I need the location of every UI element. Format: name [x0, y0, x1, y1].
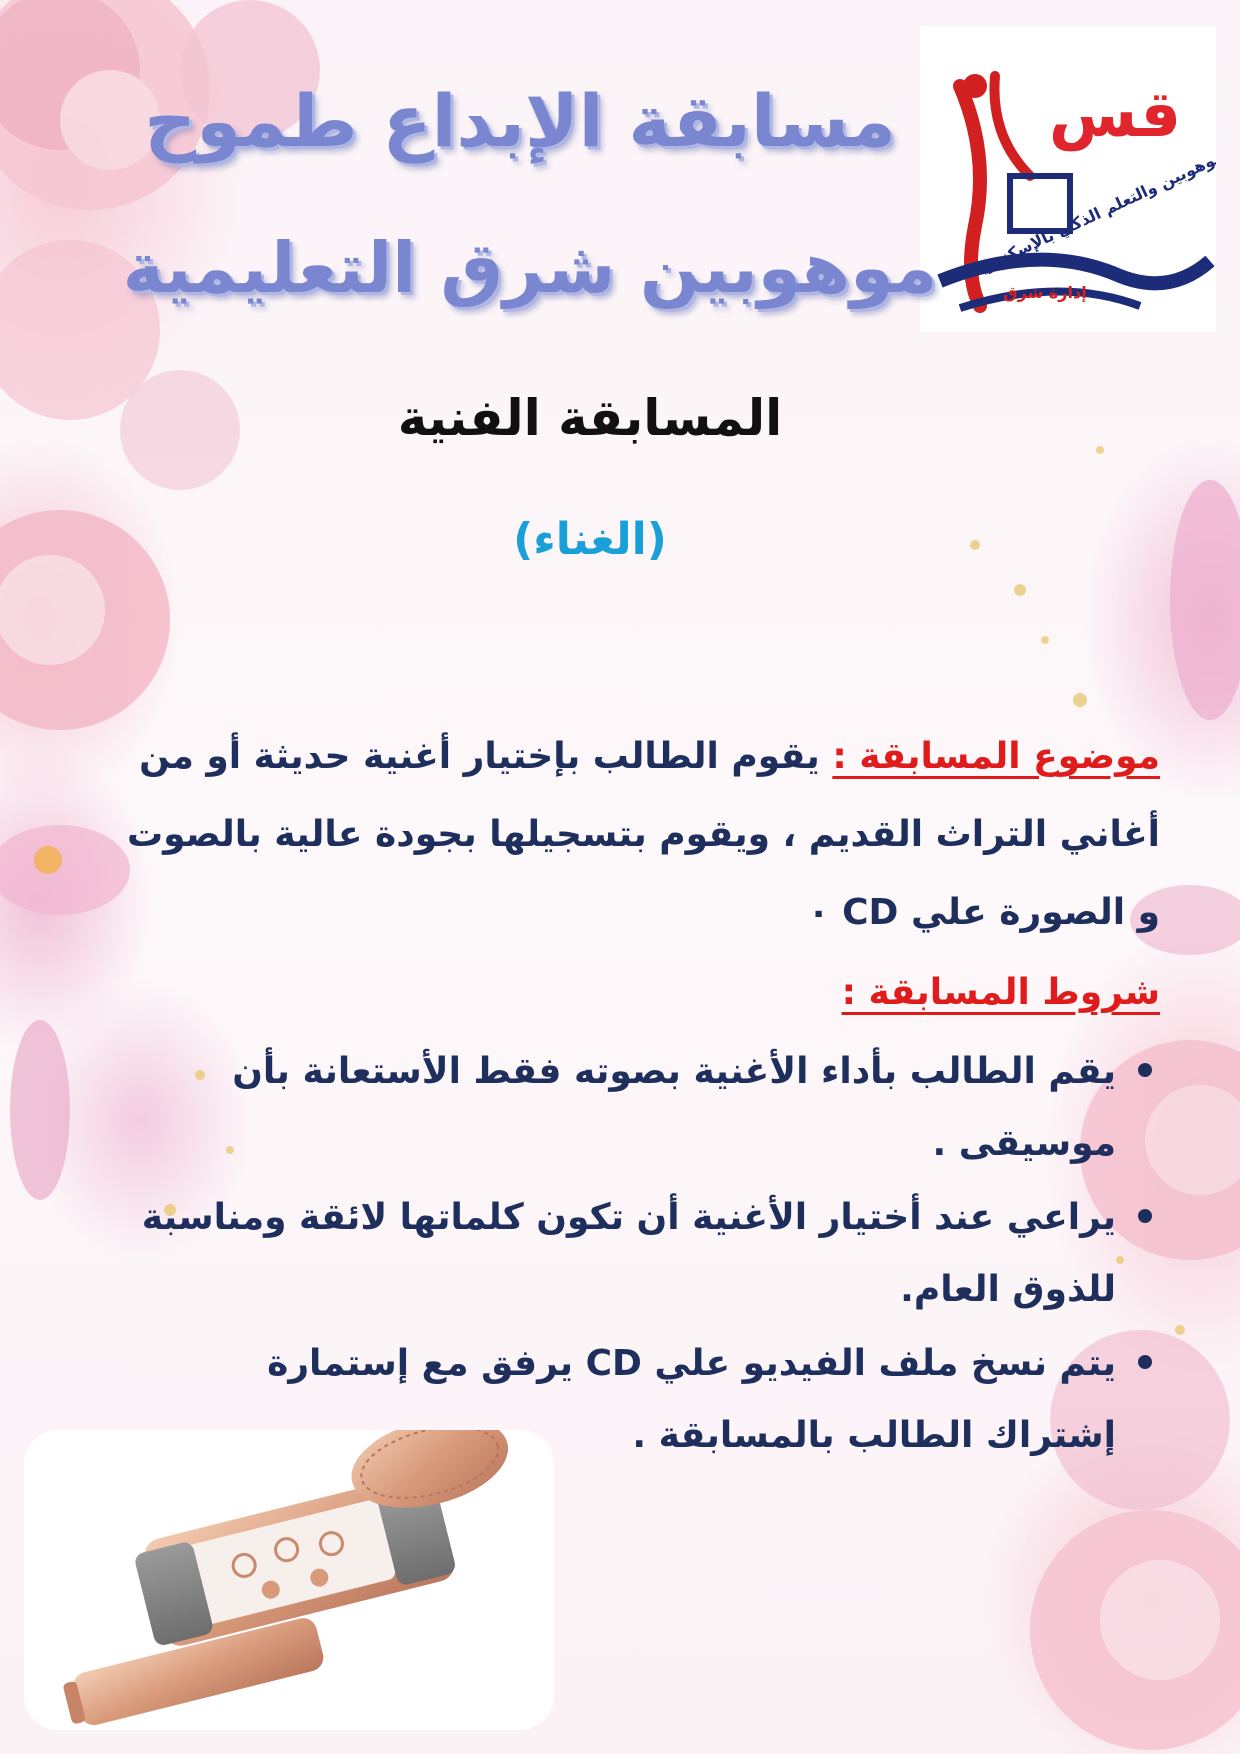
- karaoke-microphone-icon: [24, 1430, 554, 1730]
- conditions-heading: [115, 958, 1160, 1028]
- condition-text: يقم الطالب بأداء الأغنية بصوته فقط الأستعانة بأن موسيقى .: [232, 1051, 1116, 1164]
- talent-program-logo-icon: [920, 26, 1216, 332]
- condition-text: يراعي عند أختيار الأغنية أن تكون كلماتها لائقة ومناسبة للذوق العام.: [141, 1197, 1116, 1310]
- bullet-icon: [1138, 1063, 1152, 1077]
- topic-text: يقوم الطالب بإختيار أغنية حديثة أو من أغاني التراث القديم ، ويقوم بتسجيلها بجودة عالية بالصوت و الصورة علي CD ٠: [126, 736, 1160, 933]
- svg-text:قس: قس: [1048, 78, 1182, 152]
- page-title-line2: موهوبين شرق التعليمية: [122, 227, 938, 309]
- competition-details: [115, 718, 1160, 1474]
- competition-category: (الغناء): [513, 514, 667, 565]
- logo-box: [920, 26, 1216, 332]
- topic-paragraph: [115, 718, 1160, 952]
- condition-text: يتم نسخ ملف الفيديو علي CD يرفق مع إستمارة إشتراك الطالب بالمسابقة .: [267, 1343, 1116, 1456]
- logo-sub-text: إدارة شرق: [1003, 283, 1087, 302]
- conditions-label: شروط المسابقة :: [841, 972, 1160, 1013]
- condition-item: [131, 1182, 1160, 1326]
- section-title: المسابقة الفنية: [397, 389, 783, 447]
- topic-label: موضوع المسابقة :: [832, 736, 1160, 777]
- conditions-list: [115, 1036, 1160, 1472]
- microphone-image-card: [24, 1430, 554, 1730]
- condition-item: [131, 1036, 1160, 1180]
- logo-text: الموهوبين والتعلم الذكي بالإسكندرية: [967, 141, 1216, 281]
- bullet-icon: [1138, 1209, 1152, 1223]
- page-title-line1: مسابقة الإبداع طموح: [144, 79, 896, 163]
- bullet-icon: [1138, 1355, 1152, 1369]
